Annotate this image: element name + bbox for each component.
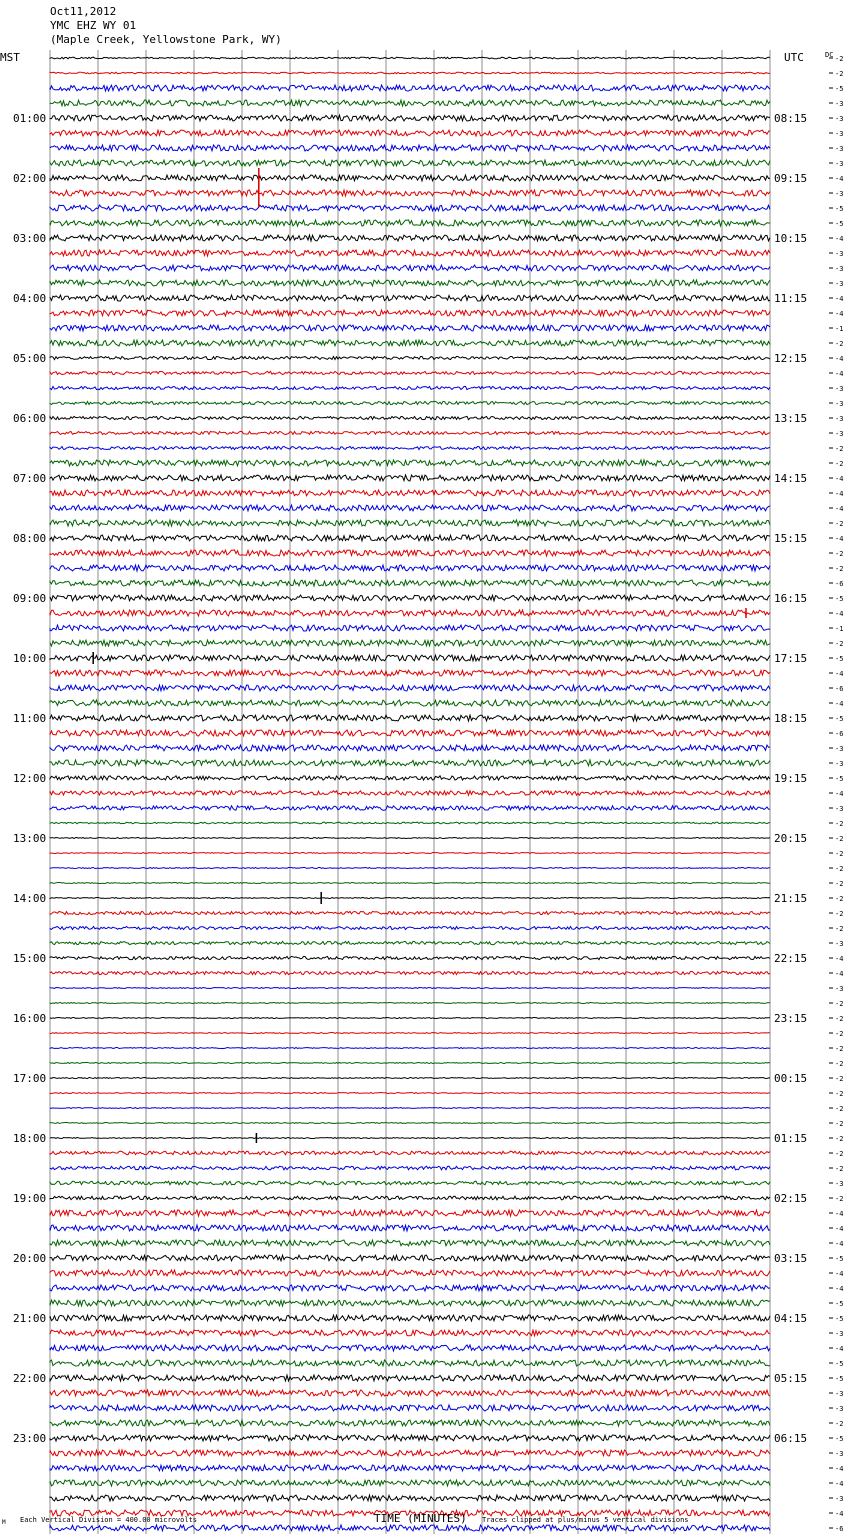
trace-line xyxy=(50,1225,770,1231)
left-hour-label: 07:00 xyxy=(13,472,47,485)
trace-line xyxy=(50,1285,770,1291)
trace-line xyxy=(50,1300,770,1306)
trace-line xyxy=(50,1003,770,1004)
dc-offset-label: -2 xyxy=(835,565,844,573)
dc-offset-label: -3 xyxy=(835,760,844,768)
dc-offset-label: -2 xyxy=(835,1165,844,1173)
trace-line xyxy=(50,806,770,810)
dc-offset-label: -2 xyxy=(835,1195,844,1203)
trace-line xyxy=(50,956,770,959)
trace-line xyxy=(50,505,770,511)
trace-line xyxy=(50,760,770,766)
trace-line xyxy=(50,145,770,151)
dc-offset-label: -5 xyxy=(835,715,844,723)
trace-line xyxy=(50,1240,770,1246)
trace-line xyxy=(50,1108,770,1109)
trace-line xyxy=(50,325,770,331)
trace-line xyxy=(50,431,770,434)
dc-label: DC xyxy=(825,51,834,59)
dc-offset-label: -2 xyxy=(835,1120,844,1128)
trace-line xyxy=(50,1063,770,1064)
trace-line xyxy=(50,175,770,181)
trace-line xyxy=(50,1255,770,1261)
dc-offset-label: -3 xyxy=(835,1450,844,1458)
dc-offset-label: -5 xyxy=(835,1375,844,1383)
dc-offset-label: -5 xyxy=(835,1300,844,1308)
left-hour-label: 01:00 xyxy=(13,112,47,125)
trace-line xyxy=(50,898,770,899)
dc-offset-label: -3 xyxy=(835,115,844,123)
trace-line xyxy=(50,295,770,301)
right-hour-label: 22:15 xyxy=(774,952,808,965)
trace-line xyxy=(50,1123,770,1124)
dc-offset-label: -3 xyxy=(835,430,844,438)
trace-line xyxy=(50,565,770,571)
dc-offset-label: -3 xyxy=(835,160,844,168)
dc-offset-label: -5 xyxy=(835,85,844,93)
trace-line xyxy=(50,1360,770,1366)
right-hour-label: 10:15 xyxy=(774,232,808,245)
dc-offset-label: -3 xyxy=(835,190,844,198)
dc-offset-label: -4 xyxy=(835,310,844,318)
trace-line xyxy=(50,1450,770,1456)
trace-line xyxy=(50,550,770,556)
axis-labels xyxy=(0,51,843,1534)
dc-offset-label: -2 xyxy=(835,550,844,558)
trace-line xyxy=(50,822,770,824)
left-hour-label: 11:00 xyxy=(13,712,47,725)
right-hour-label: 13:15 xyxy=(774,412,808,425)
dc-offset-label: -3 xyxy=(835,130,844,138)
trace-line xyxy=(50,416,770,419)
trace-line xyxy=(50,1018,770,1019)
right-hour-label: 06:15 xyxy=(774,1432,808,1445)
trace-line xyxy=(50,791,770,795)
dc-offset-label: -1 xyxy=(835,325,844,333)
trace-line xyxy=(50,625,770,631)
date-label: Oct11,2012 xyxy=(50,5,117,18)
trace-line xyxy=(50,700,770,706)
dc-offset-label: -2 xyxy=(835,820,844,828)
trace-line xyxy=(50,1345,770,1351)
trace-line xyxy=(50,1196,770,1200)
left-hour-label: 13:00 xyxy=(13,832,47,845)
dc-offset-label: -4 xyxy=(835,790,844,798)
trace-line xyxy=(50,72,770,74)
trace-line xyxy=(50,838,770,839)
trace-line xyxy=(50,340,770,346)
x-axis-title: TIME (MINUTES) xyxy=(374,1512,467,1525)
trace-line xyxy=(50,1048,770,1049)
left-hour-label: 08:00 xyxy=(13,532,47,545)
trace-line xyxy=(50,235,770,241)
dc-offset-label: -3 xyxy=(835,100,844,108)
trace-line xyxy=(50,160,770,166)
dc-offset-label: -1 xyxy=(835,625,844,633)
dc-offset-label: -2 xyxy=(835,1150,844,1158)
trace-line xyxy=(50,1138,770,1139)
corner-mark: M xyxy=(2,1519,6,1526)
right-hour-label: 14:15 xyxy=(774,472,808,485)
dc-offset-label: -2 xyxy=(835,1090,844,1098)
dc-offset-label: -4 xyxy=(835,175,844,183)
dc-offset-label: -2 xyxy=(835,910,844,918)
dc-offset-label: -3 xyxy=(835,265,844,273)
trace-line xyxy=(50,1465,770,1471)
trace-line xyxy=(50,265,770,271)
left-hour-label: 10:00 xyxy=(13,652,47,665)
dc-offset-label: -4 xyxy=(835,1210,844,1218)
station-label: YMC EHZ WY 01 xyxy=(50,19,137,32)
right-hour-label: 08:15 xyxy=(774,112,808,125)
right-hour-label: 19:15 xyxy=(774,772,808,785)
trace-line xyxy=(50,475,770,481)
scale-note: Each Vertical Division = 400.00 microvolts xyxy=(20,1516,198,1524)
dc-offset-label: -2 xyxy=(835,925,844,933)
right-hour-label: 00:15 xyxy=(774,1072,808,1085)
dc-offset-label: -3 xyxy=(835,145,844,153)
right-hour-label: 11:15 xyxy=(774,292,808,305)
right-hour-label: 23:15 xyxy=(774,1012,808,1025)
dc-offset-label: -2 xyxy=(835,70,844,78)
location-label: (Maple Creek, Yellowstone Park, WY) xyxy=(50,33,282,46)
right-hour-label: 09:15 xyxy=(774,172,808,185)
dc-offset-label: -2 xyxy=(835,1015,844,1023)
trace-line xyxy=(50,853,770,854)
trace-line xyxy=(50,100,770,106)
dc-offset-label: -2 xyxy=(835,1105,844,1113)
trace-line xyxy=(50,220,770,226)
dc-offset-label: -5 xyxy=(835,595,844,603)
dc-offset-label: -6 xyxy=(835,580,844,588)
dc-offset-label: -2 xyxy=(835,460,844,468)
trace-line xyxy=(50,520,770,526)
left-hour-label: 05:00 xyxy=(13,352,47,365)
trace-line xyxy=(50,85,770,91)
trace-line xyxy=(50,356,770,359)
dc-offset-label: -3 xyxy=(835,1495,844,1503)
trace-line xyxy=(50,1093,770,1094)
left-hour-label: 03:00 xyxy=(13,232,47,245)
dc-offset-label: -2 xyxy=(835,1045,844,1053)
trace-line xyxy=(50,685,770,691)
trace-line xyxy=(50,1495,770,1501)
trace-line xyxy=(50,371,770,374)
trace-line xyxy=(50,1330,770,1336)
dc-offset-label: -2 xyxy=(835,895,844,903)
trace-line xyxy=(50,130,770,136)
trace-line xyxy=(50,1166,770,1170)
trace-line xyxy=(50,640,770,646)
trace-line xyxy=(50,1480,770,1486)
trace-line xyxy=(50,401,770,404)
trace-line xyxy=(50,988,770,989)
left-hour-label: 20:00 xyxy=(13,1252,47,1265)
right-hour-label: 21:15 xyxy=(774,892,808,905)
trace-line xyxy=(50,655,770,661)
left-hour-label: 14:00 xyxy=(13,892,47,905)
trace-line xyxy=(50,1525,770,1531)
left-hour-label: 19:00 xyxy=(13,1192,47,1205)
trace-line xyxy=(50,1435,770,1441)
trace-line xyxy=(50,730,770,736)
dc-offset-label: -2 xyxy=(835,1030,844,1038)
left-hour-label: 06:00 xyxy=(13,412,47,425)
mst-label: MST xyxy=(0,51,20,64)
trace-line xyxy=(50,205,770,211)
dc-offset-label: -2 xyxy=(835,880,844,888)
trace-line xyxy=(50,580,770,586)
trace-line xyxy=(50,1151,770,1155)
dc-offset-label: -6 xyxy=(835,730,844,738)
trace-line xyxy=(50,971,770,974)
trace-line xyxy=(50,715,770,721)
dc-offset-label: -4 xyxy=(835,1285,844,1293)
dc-offset-label: -2 xyxy=(835,1060,844,1068)
dc-offset-label: -4 xyxy=(835,1240,844,1248)
dc-offset-label: -4 xyxy=(835,610,844,618)
dc-offset-label: -5 xyxy=(835,205,844,213)
dc-offset-label: -5 xyxy=(835,775,844,783)
clip-note: Traces clipped at plus/minus 5 vertical divisions xyxy=(482,1516,689,1524)
right-hour-label: 03:15 xyxy=(774,1252,808,1265)
trace-line xyxy=(50,1315,770,1321)
seismic-traces xyxy=(50,57,770,1534)
trace-line xyxy=(50,1405,770,1411)
right-hour-label: 17:15 xyxy=(774,652,808,665)
right-hour-label: 05:15 xyxy=(774,1372,808,1385)
dc-offset-label: -3 xyxy=(835,1390,844,1398)
dc-offset-label: -2 xyxy=(835,640,844,648)
dc-offset-label: -4 xyxy=(835,295,844,303)
right-hour-label: 20:15 xyxy=(774,832,808,845)
dc-offset-label: -3 xyxy=(835,400,844,408)
left-hour-label: 23:00 xyxy=(13,1432,47,1445)
dc-offset-label: -4 xyxy=(835,970,844,978)
trace-line xyxy=(50,776,770,780)
dc-offset-label: -4 xyxy=(835,700,844,708)
trace-line xyxy=(50,57,770,59)
dc-offset-label: -4 xyxy=(835,1510,844,1518)
dc-offset-label: -6 xyxy=(835,685,844,693)
trace-line xyxy=(50,1181,770,1185)
dc-offset-label: -4 xyxy=(835,1465,844,1473)
dc-offset-label: -2 xyxy=(835,1000,844,1008)
trace-line xyxy=(50,1078,770,1079)
left-hour-label: 17:00 xyxy=(13,1072,47,1085)
dc-offset-label: -2 xyxy=(835,850,844,858)
trace-line xyxy=(50,535,770,541)
dc-offset-label: -5 xyxy=(835,1360,844,1368)
dc-offset-label: -3 xyxy=(835,1180,844,1188)
right-hour-label: 16:15 xyxy=(774,592,808,605)
dc-offset-label: -3 xyxy=(835,250,844,258)
trace-line xyxy=(50,1390,770,1396)
dc-offset-label: -3 xyxy=(835,940,844,948)
trace-line xyxy=(50,883,770,884)
dc-offset-label: -4 xyxy=(835,1225,844,1233)
dc-offset-label: -4 xyxy=(835,490,844,498)
dc-offset-label: -2 xyxy=(835,55,844,63)
trace-line xyxy=(50,115,770,121)
trace-line xyxy=(50,868,770,869)
right-hour-label: 02:15 xyxy=(774,1192,808,1205)
right-hour-label: 12:15 xyxy=(774,352,808,365)
dc-offset-label: -3 xyxy=(835,1405,844,1413)
dc-offset-label: -3 xyxy=(835,280,844,288)
left-hour-label: 18:00 xyxy=(13,1132,47,1145)
trace-line xyxy=(50,310,770,316)
dc-offset-label: -2 xyxy=(835,520,844,528)
dc-offset-label: -5 xyxy=(835,1315,844,1323)
dc-offset-label: -3 xyxy=(835,985,844,993)
dc-offset-label: -2 xyxy=(835,1420,844,1428)
dc-offset-label: -5 xyxy=(835,655,844,663)
trace-line xyxy=(50,280,770,286)
dc-offset-label: -4 xyxy=(835,355,844,363)
trace-line xyxy=(50,460,770,466)
left-hour-label: 09:00 xyxy=(13,592,47,605)
dc-offset-label: -2 xyxy=(835,1075,844,1083)
dc-offset-label: -4 xyxy=(835,475,844,483)
trace-line xyxy=(50,610,770,616)
dc-offset-label: -4 xyxy=(835,670,844,678)
dc-offset-label: -3 xyxy=(835,385,844,393)
trace-line xyxy=(50,490,770,496)
trace-line xyxy=(50,250,770,256)
dc-offset-label: -2 xyxy=(835,1135,844,1143)
dc-offset-label: -3 xyxy=(835,745,844,753)
right-hour-label: 01:15 xyxy=(774,1132,808,1145)
dc-offset-label: -2 xyxy=(835,445,844,453)
dc-offset-label: -6 xyxy=(835,1525,844,1533)
dc-offset-label: -4 xyxy=(835,505,844,513)
right-hour-label: 04:15 xyxy=(774,1312,808,1325)
trace-line xyxy=(50,1375,770,1381)
left-hour-label: 04:00 xyxy=(13,292,47,305)
dc-offset-label: -3 xyxy=(835,1330,844,1338)
trace-line xyxy=(50,190,770,196)
left-hour-label: 12:00 xyxy=(13,772,47,785)
trace-line xyxy=(50,670,770,676)
trace-line xyxy=(50,911,770,914)
dc-offset-label: -4 xyxy=(835,535,844,543)
dc-offset-label: -2 xyxy=(835,865,844,873)
left-hour-label: 15:00 xyxy=(13,952,47,965)
trace-line xyxy=(50,745,770,751)
trace-line xyxy=(50,386,770,389)
trace-line xyxy=(50,1420,770,1426)
trace-line xyxy=(50,595,770,601)
right-hour-label: 18:15 xyxy=(774,712,808,725)
dc-offset-label: -4 xyxy=(835,955,844,963)
dc-offset-label: -4 xyxy=(835,1270,844,1278)
dc-offset-label: -4 xyxy=(835,370,844,378)
utc-label: UTC xyxy=(784,51,804,64)
dc-offset-label: -3 xyxy=(835,415,844,423)
right-hour-label: 15:15 xyxy=(774,532,808,545)
dc-offset-label: -5 xyxy=(835,1255,844,1263)
dc-offset-label: -4 xyxy=(835,1345,844,1353)
left-hour-label: 02:00 xyxy=(13,172,47,185)
trace-line xyxy=(50,446,770,449)
left-hour-label: 16:00 xyxy=(13,1012,47,1025)
dc-offset-label: -4 xyxy=(835,235,844,243)
left-hour-label: 22:00 xyxy=(13,1372,47,1385)
left-hour-label: 21:00 xyxy=(13,1312,47,1325)
trace-line xyxy=(50,1270,770,1276)
dc-offset-label: -2 xyxy=(835,835,844,843)
trace-line xyxy=(50,1033,770,1034)
dc-offset-label: -5 xyxy=(835,220,844,228)
dc-offset-label: -4 xyxy=(835,1480,844,1488)
trace-line xyxy=(50,941,770,944)
dc-offset-label: -3 xyxy=(835,805,844,813)
dc-offset-label: -2 xyxy=(835,340,844,348)
dc-offset-label: -5 xyxy=(835,1435,844,1443)
trace-line xyxy=(50,926,770,929)
trace-line xyxy=(50,1210,770,1216)
